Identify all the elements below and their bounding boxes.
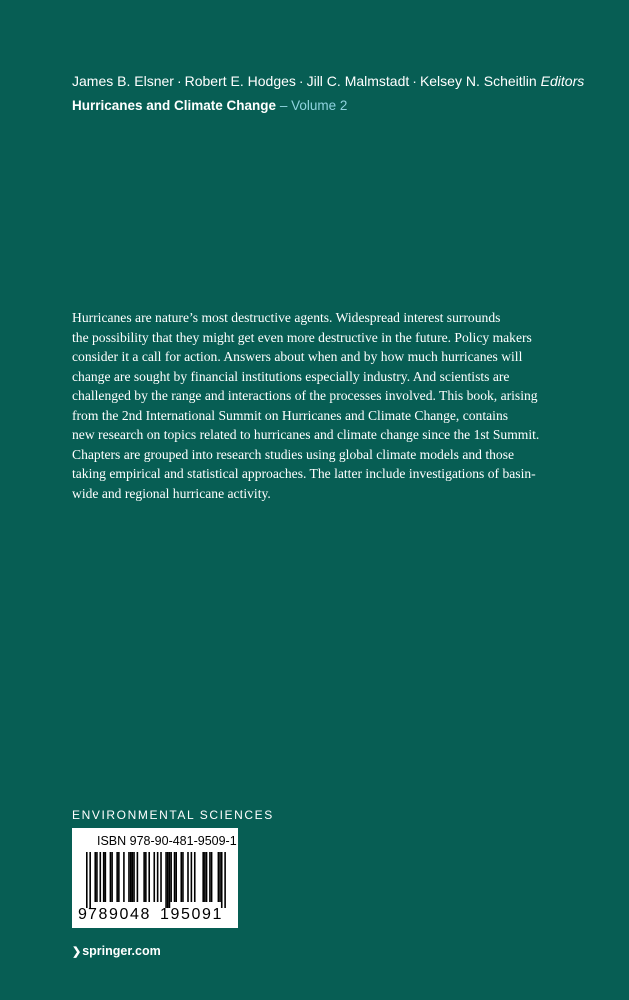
editor-separator: · bbox=[176, 73, 182, 89]
barcode-digits bbox=[78, 906, 232, 926]
editor-name: Kelsey N. Scheitlin bbox=[419, 73, 537, 89]
barcode-bar bbox=[99, 852, 101, 902]
barcode-bar bbox=[105, 852, 107, 902]
barcode-bar bbox=[160, 852, 162, 902]
barcode-bar bbox=[191, 852, 193, 902]
website-text: springer.com bbox=[82, 944, 161, 958]
barcode-bar bbox=[103, 852, 105, 902]
barcode-bar bbox=[118, 852, 120, 902]
barcode-bar bbox=[182, 852, 184, 902]
barcode-bar bbox=[153, 852, 155, 902]
barcode-bars bbox=[86, 852, 226, 908]
description-line: wide and regional hurricane activity. bbox=[72, 485, 271, 501]
chevron-right-icon: ❯ bbox=[72, 946, 82, 958]
barcode-bar bbox=[123, 852, 125, 902]
barcode-bar bbox=[148, 852, 150, 902]
editor-name: Jill C. Malmstadt bbox=[306, 73, 410, 89]
barcode-bar bbox=[110, 852, 112, 902]
barcode-bar bbox=[194, 852, 196, 902]
barcode-bar bbox=[94, 852, 96, 902]
barcode-bar bbox=[96, 852, 98, 902]
barcode-bar bbox=[89, 852, 91, 908]
barcode-bar bbox=[187, 852, 189, 902]
editor-separator: · bbox=[298, 73, 304, 89]
barcode-bar bbox=[143, 852, 145, 902]
barcode-bar bbox=[157, 852, 159, 902]
isbn-label: ISBN 978-90-481-9509-1 bbox=[97, 834, 237, 848]
subject-category: ENVIRONMENTAL SCIENCES bbox=[72, 808, 274, 822]
barcode-digits-right: 195091 bbox=[160, 906, 223, 923]
barcode-bar bbox=[132, 852, 134, 902]
book-volume: Volume 2 bbox=[291, 98, 348, 113]
book-title-line bbox=[72, 97, 347, 115]
description-line: from the 2nd International Summit on Hurricanes and Climate Change, contains bbox=[72, 407, 509, 423]
barcode-bar bbox=[211, 852, 213, 902]
barcode-bar bbox=[165, 852, 167, 908]
barcode-digit-lead: 9 bbox=[78, 906, 87, 923]
description-line: change are sought by financial institutions especially industry. And scientists are bbox=[72, 368, 510, 384]
description-line: Chapters are grouped into research studies using global climate models and those bbox=[72, 446, 515, 462]
barcode-bar bbox=[169, 852, 171, 908]
barcode-bar bbox=[202, 852, 204, 902]
isbn-barcode bbox=[72, 828, 238, 928]
barcode-bar bbox=[145, 852, 147, 902]
barcode-bar bbox=[86, 852, 88, 908]
barcode-bar bbox=[219, 852, 221, 902]
description-line: Hurricanes are nature’s most destructive agents. Widespread interest surrounds bbox=[72, 310, 501, 325]
barcode-bar bbox=[206, 852, 208, 902]
description-line: taking empirical and statistical approaches. The latter include investigations of basin- bbox=[72, 466, 536, 481]
barcode-bar bbox=[128, 852, 130, 902]
description-line: challenged by the range and interactions of the processes involved. This book, arising bbox=[72, 388, 538, 403]
barcode-bar bbox=[221, 852, 223, 908]
book-title: Hurricanes and Climate Change bbox=[72, 98, 277, 113]
barcode-bar bbox=[209, 852, 211, 902]
description-line: new research on topics related to hurricanes and climate change since the 1st Summit. bbox=[72, 427, 540, 442]
barcode-bar bbox=[133, 852, 135, 902]
publisher-website[interactable] bbox=[72, 944, 161, 958]
barcode-bar bbox=[175, 852, 177, 902]
description-line: consider it a call for action. Answers about when and by how much hurricanes will bbox=[72, 349, 523, 364]
barcode-bar bbox=[137, 852, 139, 902]
barcode-bar bbox=[218, 852, 220, 902]
barcode-bar bbox=[111, 852, 113, 902]
barcode-bar bbox=[224, 852, 226, 908]
barcode-bar bbox=[180, 852, 182, 902]
barcode-bar bbox=[204, 852, 206, 902]
barcode-bar bbox=[170, 852, 172, 902]
barcode-digits-left: 789048 bbox=[88, 906, 151, 923]
book-volume-dash: – bbox=[279, 98, 288, 113]
barcode-bar bbox=[130, 852, 132, 902]
editor-name: Robert E. Hodges bbox=[184, 73, 296, 89]
barcode-bar bbox=[174, 852, 176, 902]
editors-role: Editors bbox=[540, 73, 585, 89]
barcode-bar bbox=[116, 852, 118, 902]
description-line: the possibility that they might get even more destructive in the future. Policy makers bbox=[72, 329, 532, 345]
barcode-bar bbox=[167, 852, 169, 908]
editors-line bbox=[72, 72, 584, 90]
editor-name: James B. Elsner bbox=[72, 73, 174, 89]
editor-separator: · bbox=[412, 73, 417, 89]
book-description bbox=[72, 308, 572, 503]
